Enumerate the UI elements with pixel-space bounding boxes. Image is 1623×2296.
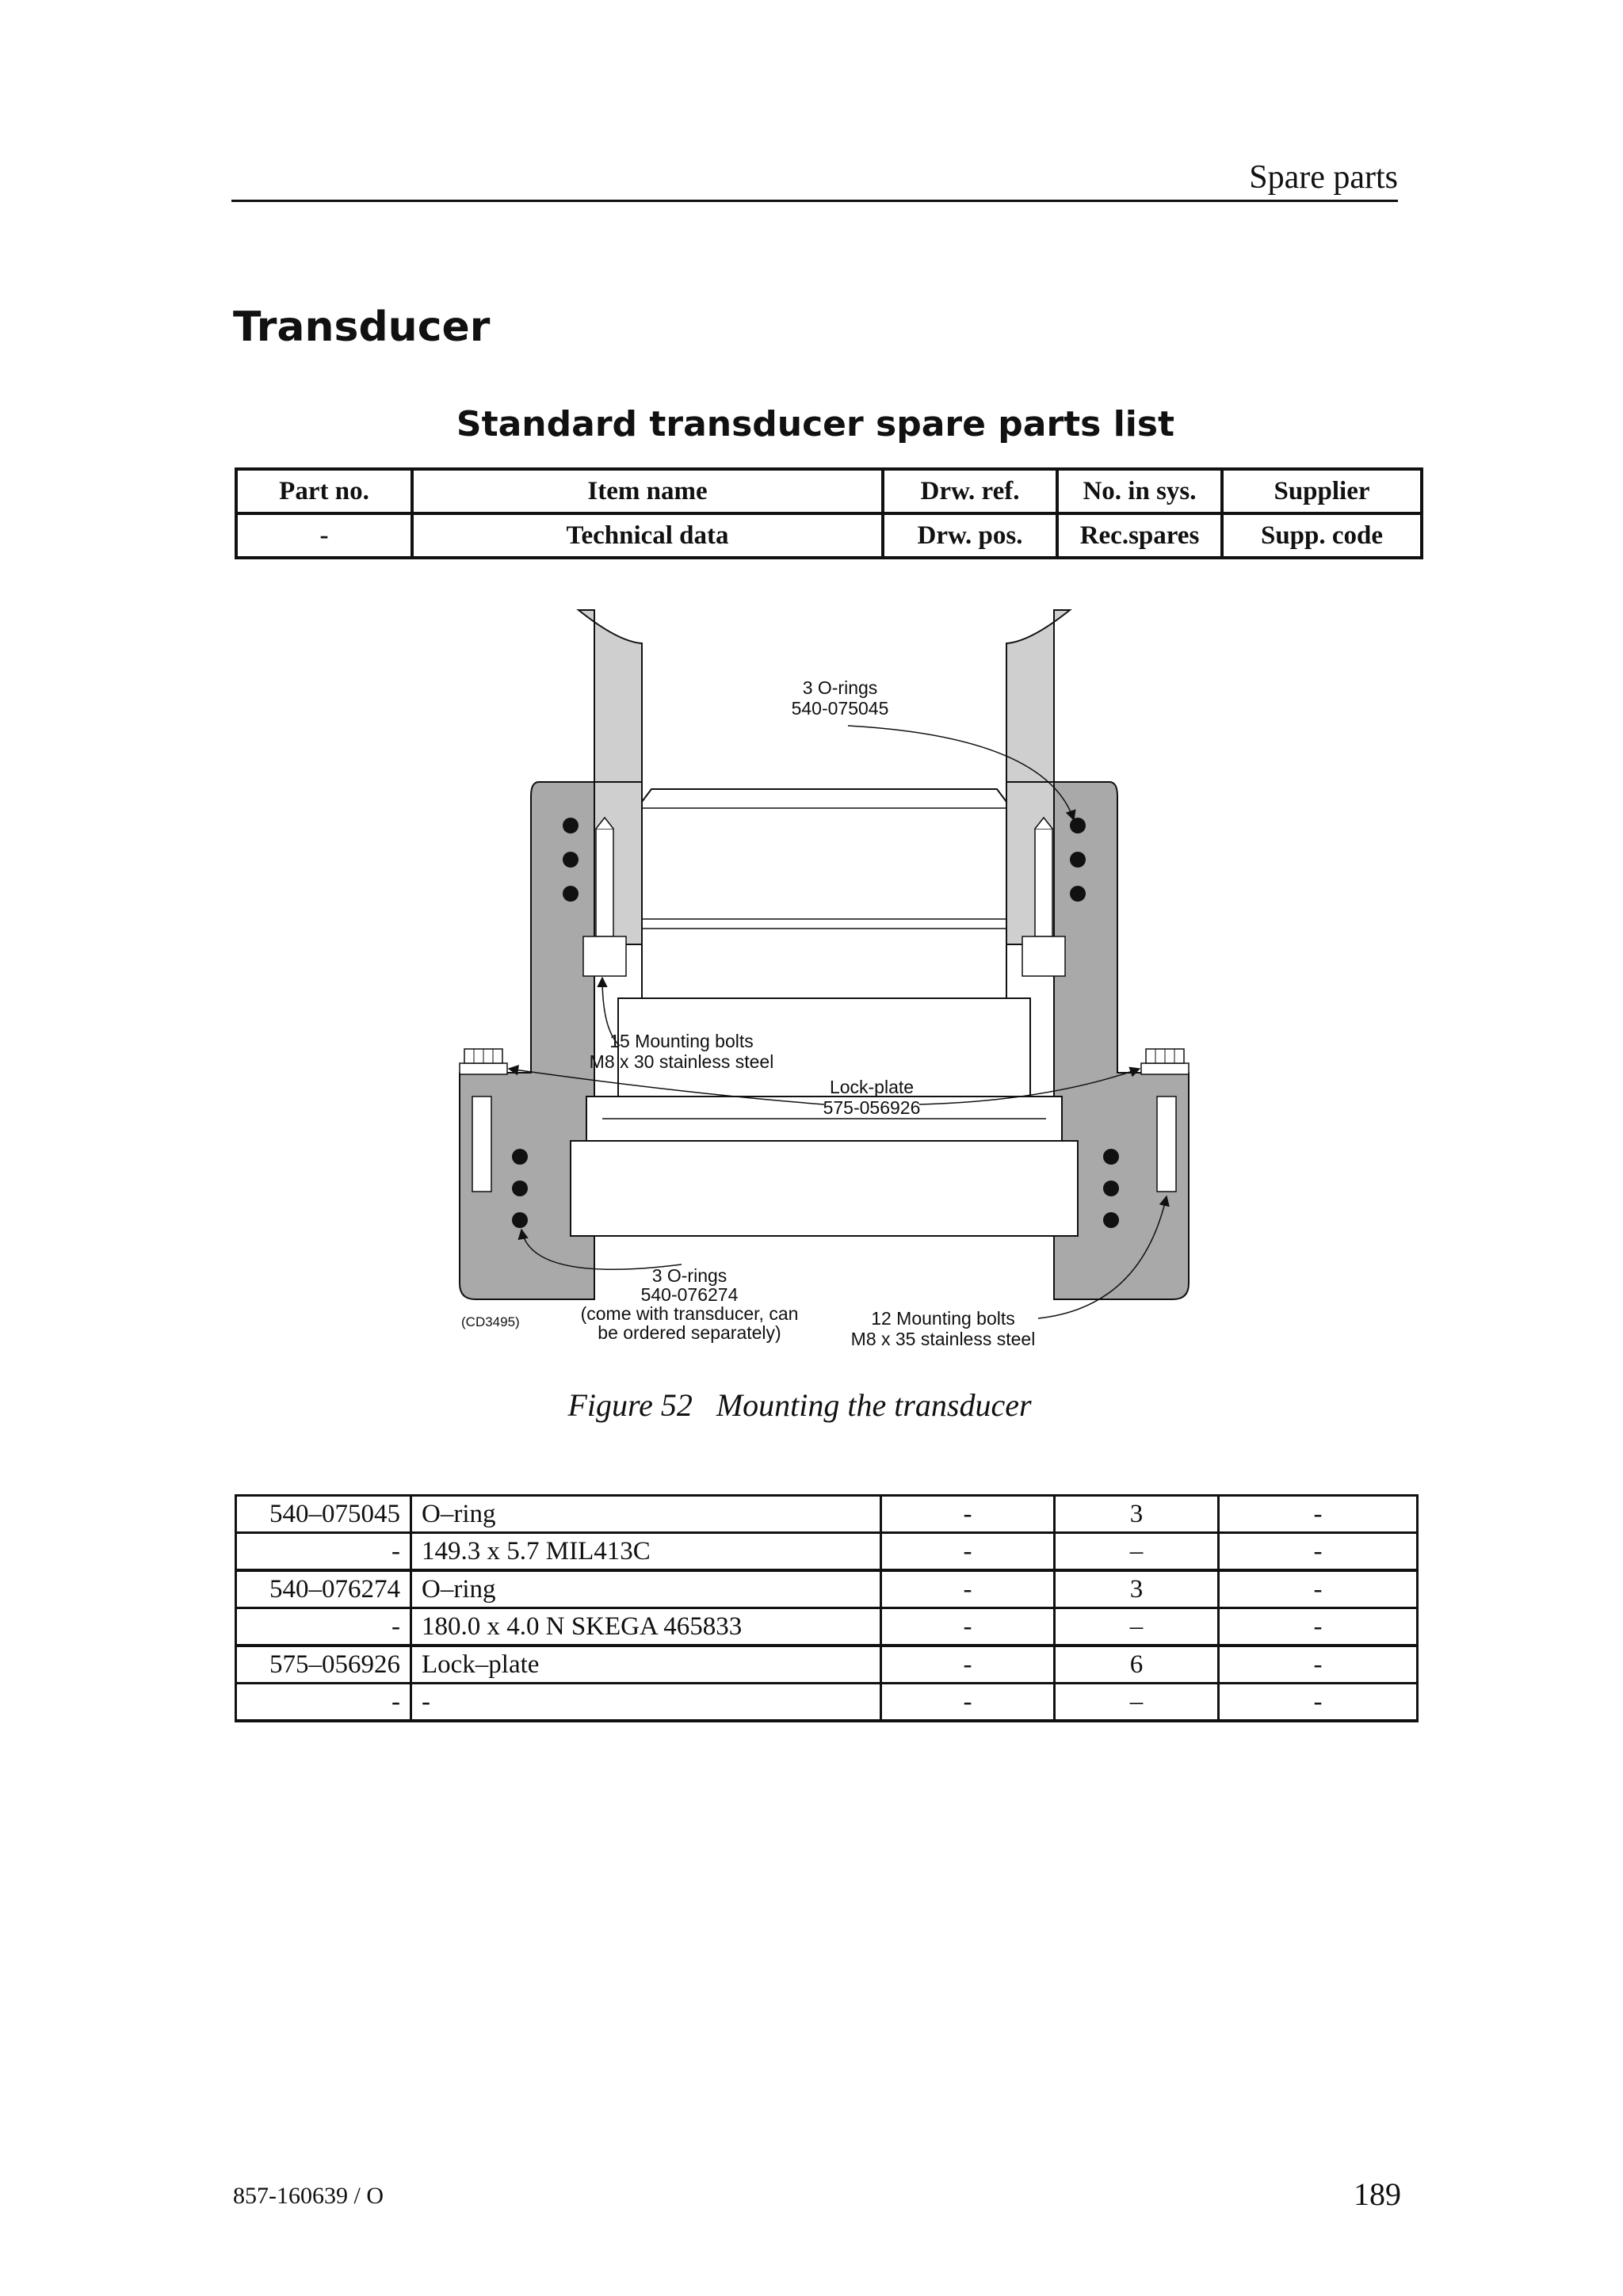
cell-no-in-sys: 3	[1055, 1570, 1219, 1608]
figure-number: Figure 52	[567, 1387, 693, 1423]
cell-no-in-sys: 6	[1055, 1646, 1219, 1684]
running-header: Spare parts	[1249, 159, 1398, 196]
cell-supp-code: -	[1219, 1608, 1418, 1646]
cell-drw-pos: -	[881, 1684, 1055, 1722]
header-drw-pos: Drw. pos.	[883, 513, 1057, 558]
transducer-face	[571, 1141, 1078, 1236]
cell-supplier: -	[1219, 1570, 1418, 1608]
callout-bolts12-line1: 12 Mounting bolts	[871, 1308, 1015, 1329]
cell-part-no: -	[236, 1533, 411, 1571]
transducer-mounting-drawing	[444, 602, 1236, 1363]
cell-supplier: -	[1219, 1646, 1418, 1684]
table-row	[236, 1533, 1418, 1571]
cell-drw-ref: -	[881, 1570, 1055, 1608]
cell-item-name: Lock–plate	[411, 1646, 881, 1684]
header-drw-ref: Drw. ref.	[883, 469, 1057, 513]
header-supp-code: Supp. code	[1222, 513, 1422, 558]
header-item-name: Item name	[412, 469, 883, 513]
cell-part-no: 540–075045	[236, 1496, 411, 1533]
callout-bolts15-line1: 15 Mounting bolts	[609, 1031, 754, 1051]
callout-orings-bottom-line2: 540-076274	[640, 1284, 739, 1305]
mounting-bolt-m8x30-right	[1035, 829, 1052, 936]
cell-supplier: -	[1219, 1496, 1418, 1533]
cell-item-name: O–ring	[411, 1496, 881, 1533]
cell-supp-code: -	[1219, 1684, 1418, 1722]
section-title: Transducer	[233, 303, 491, 351]
table-row	[236, 1570, 1418, 1608]
header-rec-spares: Rec.spares	[1057, 513, 1222, 558]
callout-lockplate-line1: Lock-plate	[829, 1077, 915, 1097]
cell-no-in-sys: 3	[1055, 1496, 1219, 1533]
cell-technical-data: 180.0 x 4.0 N SKEGA 465833	[411, 1608, 881, 1646]
header-technical-data: Technical data	[412, 513, 883, 558]
cell-rec-spares: –	[1055, 1608, 1219, 1646]
cell-rec-spares: –	[1055, 1533, 1219, 1571]
hull-tube-right	[1006, 610, 1070, 782]
header-row-2	[236, 513, 1422, 558]
parts-table-header	[235, 467, 1423, 559]
cell-drw-pos: -	[881, 1533, 1055, 1571]
figure-caption	[0, 1383, 1623, 1428]
figure-caption-text: Mounting the transducer	[716, 1387, 1032, 1423]
table-row	[236, 1496, 1418, 1533]
callout-orings-top-line1: 3 O-rings	[802, 677, 878, 698]
callout-orings-bottom-line4: be ordered separately)	[598, 1322, 781, 1343]
document-number: 857-160639 / O	[233, 2183, 384, 2209]
cell-part-no: -	[236, 1684, 411, 1722]
cell-drw-ref: -	[881, 1646, 1055, 1684]
header-no-in-sys: No. in sys.	[1057, 469, 1222, 513]
cell-supp-code: -	[1219, 1533, 1418, 1571]
table-row	[236, 1646, 1418, 1684]
table-title: Standard transducer spare parts list	[456, 404, 1175, 444]
cell-part-no: -	[236, 1608, 411, 1646]
table-row	[236, 1608, 1418, 1646]
cell-part-no: 540–076274	[236, 1570, 411, 1608]
cell-rec-spares: –	[1055, 1684, 1219, 1722]
header-rule	[231, 200, 1398, 202]
callout-lockplate-line2: 575-056926	[823, 1097, 921, 1118]
header-part-no: Part no.	[236, 469, 412, 513]
mounting-bolt-m8x35-right	[1157, 1097, 1176, 1192]
cell-drw-ref: -	[881, 1496, 1055, 1533]
cell-technical-data: 149.3 x 5.7 MIL413C	[411, 1533, 881, 1571]
table-row	[236, 1684, 1418, 1722]
header-dash: -	[236, 513, 412, 558]
mounting-bolt-m8x30-left	[596, 829, 613, 936]
cell-part-no: 575–056926	[236, 1646, 411, 1684]
callout-orings-top-line2: 540-075045	[791, 698, 889, 719]
drawing-code: (CD3495)	[461, 1314, 520, 1329]
callout-bolts12-line2: M8 x 35 stainless steel	[850, 1329, 1036, 1349]
cell-drw-pos: -	[881, 1608, 1055, 1646]
page-number: 189	[1354, 2176, 1401, 2212]
hull-tube-left	[579, 610, 642, 782]
header-row-1	[236, 469, 1422, 513]
transducer-body	[642, 789, 1006, 998]
mounting-bolt-m8x35-left	[472, 1097, 491, 1192]
callout-bolts15-line2: M8 x 30 stainless steel	[589, 1051, 774, 1072]
lock-plate-left	[460, 1063, 507, 1074]
header-supplier: Supplier	[1222, 469, 1422, 513]
callout-orings-bottom-line1: 3 O-rings	[651, 1265, 727, 1286]
cell-item-name: O–ring	[411, 1570, 881, 1608]
cell-technical-data: -	[411, 1684, 881, 1722]
callout-orings-bottom-line3: (come with transducer, can	[580, 1303, 799, 1324]
lock-plate-right	[1141, 1063, 1189, 1074]
parts-table	[235, 1494, 1419, 1722]
